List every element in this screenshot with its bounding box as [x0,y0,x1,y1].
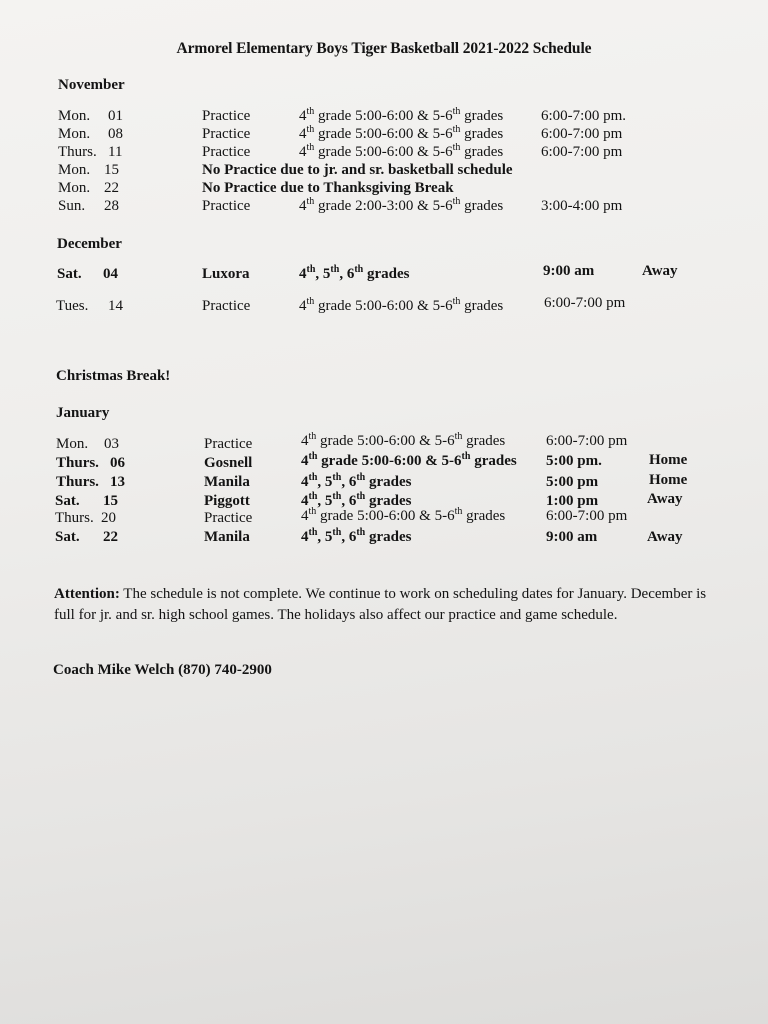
row-grades: 4th, 5th, 6th grades [301,491,412,509]
attention-note [54,584,714,625]
document-title: Armorel Elementary Boys Tiger Basketball 2021-2022 Schedule [176,40,592,57]
row-date: 28 [104,198,119,214]
row-grades: 4th, 5th, 6th grades [301,472,412,490]
row-grades: 4th grade 5:00-6:00 & 5-6th grades [299,296,504,314]
schedule-row [0,529,768,548]
row-day: Sat. [55,493,80,509]
row-time: 9:00 am [543,263,595,279]
row-time: 3:00-4:00 pm [541,198,623,214]
row-location: Home [649,472,688,488]
schedule-row [0,144,768,163]
row-note: No Practice due to jr. and sr. basketball schedule [202,162,513,178]
month-heading-january: January [56,405,110,421]
row-time: 9:00 am [546,529,598,545]
row-day: Mon. [58,108,91,124]
schedule-row [0,506,768,529]
row-location: Home [649,452,688,468]
schedule-row [0,126,768,145]
row-activity: Practice [202,108,251,124]
row-location: Away [647,529,683,545]
coach-contact: Coach Mike Welch (870) 740-2900 [53,662,272,678]
attention-text: The schedule is not complete. We continue to work on scheduling dates for January. December is full for jr. and sr. high school games. The holidays also affect our practice and game schedule. [54,586,707,623]
row-day: Thurs. [56,455,99,471]
row-grades: 4th grade 5:00-6:00 & 5-6th grades [299,106,504,124]
row-date: 13 [110,474,125,490]
row-activity: Practice [202,144,251,160]
row-day: Thurs. [58,144,97,160]
row-grades: 4th grade 5:00-6:00 & 5-6th grades [301,506,506,524]
row-grades: 4th grade 5:00-6:00 & 5-6th grades [301,431,506,449]
row-day: Mon. [58,162,91,178]
row-grades: 4th grade 5:00-6:00 & 5-6th grades [301,451,517,469]
row-date: 22 [103,529,118,545]
row-date: 08 [108,126,123,142]
row-date: 06 [110,455,125,471]
row-grades: 4th grade 5:00-6:00 & 5-6th grades [299,142,504,160]
row-activity: Piggott [204,493,250,509]
row-date: 04 [103,266,118,282]
row-location: Away [647,491,683,507]
row-day: Mon. [56,436,89,452]
row-activity: Luxora [202,266,250,282]
row-time: 6:00-7:00 pm [546,433,628,449]
row-date: 03 [104,436,119,452]
row-activity: Practice [204,510,253,526]
row-time: 5:00 pm. [546,453,602,469]
row-date: 01 [108,108,123,124]
row-date: 14 [108,298,123,314]
month-heading-december: December [57,236,122,252]
schedule-row [0,263,768,285]
row-grades: 4th, 5th, 6th grades [301,527,412,545]
schedule-row [0,180,768,199]
row-time: 6:00-7:00 pm [541,144,623,160]
row-day: Tues. [56,298,89,314]
row-activity: Gosnell [204,455,253,471]
row-time: 6:00-7:00 pm [546,508,628,524]
row-grades: 4th grade 2:00-3:00 & 5-6th grades [299,196,504,214]
row-activity: Manila [204,474,250,490]
row-day: Thurs. [55,510,94,526]
row-date: 11 [108,144,123,160]
row-grades: 4th, 5th, 6th grades [299,264,410,282]
row-day: Mon. [58,126,91,142]
row-date: 15 [104,162,119,178]
schedule-row [0,108,768,127]
row-activity: Practice [202,126,251,142]
row-date: 20 [101,510,116,526]
row-day: Sat. [55,529,80,545]
row-activity: Practice [204,436,253,452]
month-heading-november: November [58,77,125,93]
schedule-row [0,162,768,181]
attention-label: Attention: [54,586,120,602]
row-grades: 4th grade 5:00-6:00 & 5-6th grades [299,124,504,142]
row-date: 22 [104,180,119,196]
row-date: 15 [103,493,118,509]
row-time: 6:00-7:00 pm [544,295,626,311]
row-note: No Practice due to Thanksgiving Break [202,180,454,196]
row-activity: Practice [202,198,251,214]
schedule-row [0,295,768,317]
row-time: 1:00 pm [546,493,599,509]
row-day: Thurs. [56,474,99,490]
row-activity: Practice [202,298,251,314]
schedule-row [0,198,768,217]
row-location: Away [642,263,678,279]
row-time: 5:00 pm [546,474,599,490]
row-time: 6:00-7:00 pm. [541,108,626,124]
row-day: Mon. [58,180,91,196]
row-activity: Manila [204,529,250,545]
row-day: Sun. [58,198,86,214]
christmas-break-heading: Christmas Break! [56,368,171,384]
row-day: Sat. [57,266,82,282]
row-time: 6:00-7:00 pm [541,126,623,142]
